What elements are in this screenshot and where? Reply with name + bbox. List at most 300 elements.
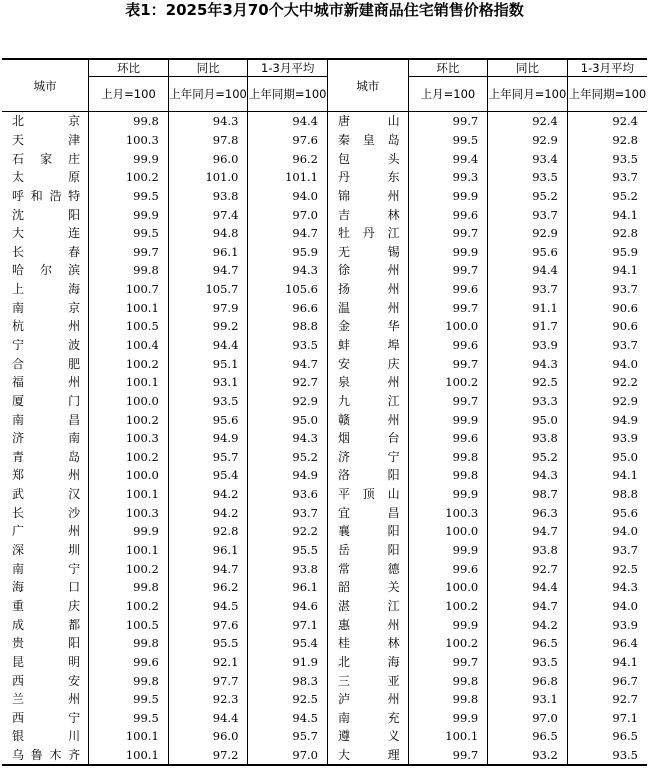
mom-cell: 100.1	[89, 727, 169, 746]
avg-cell: 94.1	[567, 466, 647, 485]
yoy-cell: 92.4	[488, 112, 568, 131]
yoy-cell: 92.8	[168, 522, 248, 541]
yoy-cell: 93.8	[168, 187, 248, 206]
mom-cell: 99.4	[408, 149, 488, 168]
avg-cell: 93.5	[248, 336, 328, 355]
mom-base-left: 上月=100	[89, 77, 169, 112]
yoy-cell: 94.7	[168, 559, 248, 578]
yoy-cell: 96.5	[488, 634, 568, 653]
mom-cell: 99.5	[89, 709, 169, 728]
city-cell: 南 京	[12, 300, 81, 315]
mom-cell: 100.2	[89, 559, 169, 578]
avg-cell: 91.9	[248, 653, 328, 672]
yoy-cell: 94.8	[168, 224, 248, 243]
table-row	[2, 392, 647, 411]
avg-cell: 93.7	[567, 336, 647, 355]
avg-base-left: 上年同期=100	[248, 77, 328, 112]
avg-cell: 105.6	[248, 280, 328, 299]
avg-cell: 95.4	[248, 634, 328, 653]
city-cell: 三 亚	[328, 671, 409, 690]
avg-cell: 94.3	[248, 429, 328, 448]
city-cell: 韶 关	[328, 578, 409, 597]
yoy-cell: 94.5	[168, 597, 248, 616]
avg-cell: 92.7	[248, 373, 328, 392]
yoy-cell: 93.8	[488, 429, 568, 448]
avg-cell: 96.7	[567, 671, 647, 690]
table-title: 表1：2025年3月70个大中城市新建商品住宅销售价格指数	[125, 1, 524, 19]
city-cell: 石家庄	[12, 151, 81, 166]
mom-header-left: 环比	[89, 59, 169, 77]
yoy-cell: 105.7	[168, 280, 248, 299]
avg-cell: 92.2	[248, 522, 328, 541]
avg-cell: 97.1	[567, 709, 647, 728]
city-cell: 包 头	[328, 149, 409, 168]
city-cell: 大 连	[12, 226, 81, 241]
avg-cell: 94.0	[567, 597, 647, 616]
table-row	[2, 671, 647, 690]
table-row	[2, 727, 647, 746]
city-cell: 厦 门	[12, 393, 81, 408]
mom-cell: 100.2	[408, 634, 488, 653]
city-cell: 洛 阳	[328, 466, 409, 485]
yoy-cell: 93.4	[488, 149, 568, 168]
city-cell: 温 州	[328, 298, 409, 317]
mom-cell: 100.1	[89, 746, 169, 766]
mom-cell: 100.1	[89, 373, 169, 392]
yoy-cell: 95.6	[488, 242, 568, 261]
mom-cell: 99.7	[408, 261, 488, 280]
table-row	[2, 690, 647, 709]
mom-cell: 99.8	[408, 690, 488, 709]
avg-cell: 94.7	[248, 224, 328, 243]
city-cell: 岳 阳	[328, 541, 409, 560]
city-cell: 武 汉	[12, 487, 81, 502]
mom-cell: 100.0	[408, 522, 488, 541]
yoy-cell: 95.2	[488, 187, 568, 206]
table-row	[2, 224, 647, 243]
avg-cell: 93.9	[567, 615, 647, 634]
yoy-cell: 94.4	[168, 336, 248, 355]
avg-cell: 90.6	[567, 317, 647, 336]
city-cell: 烟 台	[328, 429, 409, 448]
avg-cell: 92.8	[567, 131, 647, 150]
table-row	[2, 168, 647, 187]
price-index-table	[2, 58, 647, 766]
avg-cell: 92.2	[567, 373, 647, 392]
table-row	[2, 373, 647, 392]
yoy-cell: 93.5	[488, 168, 568, 187]
avg-cell: 95.5	[248, 541, 328, 560]
mom-cell: 100.2	[89, 597, 169, 616]
mom-cell: 100.4	[89, 336, 169, 355]
mom-cell: 99.9	[408, 187, 488, 206]
mom-cell: 99.9	[89, 149, 169, 168]
mom-cell: 99.7	[408, 112, 488, 131]
city-cell: 深 圳	[12, 543, 81, 558]
city-cell: 太 原	[12, 170, 81, 185]
yoy-header-right: 同比	[488, 59, 568, 77]
city-cell: 济 宁	[328, 448, 409, 467]
table-row	[2, 131, 647, 150]
table-row	[2, 709, 647, 728]
avg-cell: 94.9	[567, 410, 647, 429]
table-row	[2, 466, 647, 485]
city-cell: 南 充	[328, 709, 409, 728]
avg-cell: 92.8	[567, 224, 647, 243]
yoy-cell: 98.7	[488, 485, 568, 504]
avg-cell: 95.9	[248, 242, 328, 261]
yoy-cell: 94.4	[168, 709, 248, 728]
avg-cell: 94.1	[567, 653, 647, 672]
yoy-cell: 99.2	[168, 317, 248, 336]
city-cell: 兰 州	[12, 692, 81, 707]
city-cell: 贵 阳	[12, 636, 81, 651]
city-cell: 南 宁	[12, 561, 81, 576]
yoy-cell: 94.3	[488, 466, 568, 485]
mom-cell: 99.9	[408, 410, 488, 429]
avg-cell: 95.0	[248, 410, 328, 429]
yoy-cell: 94.2	[168, 485, 248, 504]
city-cell: 锦 州	[328, 187, 409, 206]
yoy-cell: 93.7	[488, 205, 568, 224]
city-cell: 昆 明	[12, 654, 81, 669]
city-cell: 惠 州	[328, 615, 409, 634]
avg-cell: 95.9	[567, 242, 647, 261]
yoy-cell: 92.1	[168, 653, 248, 672]
avg-cell: 92.5	[248, 690, 328, 709]
avg-cell: 94.1	[567, 205, 647, 224]
avg-cell: 94.0	[567, 354, 647, 373]
yoy-cell: 97.4	[168, 205, 248, 224]
table-row	[2, 149, 647, 168]
mom-cell: 99.5	[89, 690, 169, 709]
mom-cell: 99.8	[408, 466, 488, 485]
city-cell: 北 京	[12, 114, 81, 129]
avg-header-left: 1-3月平均	[248, 59, 328, 77]
city-cell: 青 岛	[12, 449, 81, 464]
table-row	[2, 298, 647, 317]
mom-cell: 100.7	[89, 280, 169, 299]
city-cell: 桂 林	[328, 634, 409, 653]
yoy-cell: 97.8	[168, 131, 248, 150]
avg-cell: 97.1	[248, 615, 328, 634]
mom-cell: 99.9	[408, 615, 488, 634]
mom-cell: 99.8	[89, 261, 169, 280]
city-cell: 西 安	[12, 673, 81, 688]
table-row	[2, 746, 647, 766]
avg-cell: 95.2	[248, 448, 328, 467]
avg-cell: 90.6	[567, 298, 647, 317]
yoy-cell: 97.2	[168, 746, 248, 766]
table-row	[2, 615, 647, 634]
avg-base-right: 上年同期=100	[567, 77, 647, 112]
mom-cell: 100.1	[408, 727, 488, 746]
yoy-cell: 95.2	[488, 448, 568, 467]
table-row	[2, 205, 647, 224]
city-cell: 泉 州	[328, 373, 409, 392]
avg-cell: 93.7	[567, 280, 647, 299]
avg-cell: 94.5	[248, 709, 328, 728]
yoy-cell: 97.6	[168, 615, 248, 634]
avg-cell: 93.7	[567, 541, 647, 560]
mom-cell: 99.7	[408, 354, 488, 373]
city-cell: 沈 阳	[12, 207, 81, 222]
mom-cell: 99.5	[89, 224, 169, 243]
mom-cell: 99.9	[408, 242, 488, 261]
city-cell: 蚌 埠	[328, 336, 409, 355]
table-row	[2, 317, 647, 336]
mom-cell: 100.1	[89, 541, 169, 560]
avg-cell: 92.5	[567, 559, 647, 578]
mom-cell: 99.7	[408, 392, 488, 411]
table-row	[2, 242, 647, 261]
yoy-cell: 96.3	[488, 503, 568, 522]
city-header-left: 城市	[2, 59, 89, 112]
city-cell: 九 江	[328, 392, 409, 411]
yoy-cell: 95.7	[168, 448, 248, 467]
table-row	[2, 336, 647, 355]
city-cell: 上 海	[12, 282, 81, 297]
city-cell: 平顶山	[328, 485, 409, 504]
city-cell: 吉 林	[328, 205, 409, 224]
mom-cell: 99.9	[408, 485, 488, 504]
avg-cell: 93.5	[567, 746, 647, 766]
avg-cell: 94.3	[248, 261, 328, 280]
avg-cell: 94.3	[567, 578, 647, 597]
city-cell: 赣 州	[328, 410, 409, 429]
table-row	[2, 597, 647, 616]
mom-cell: 99.5	[89, 187, 169, 206]
table-row	[2, 280, 647, 299]
table-row	[2, 653, 647, 672]
avg-cell: 101.1	[248, 168, 328, 187]
mom-cell: 99.6	[408, 429, 488, 448]
table-row	[2, 261, 647, 280]
yoy-cell: 93.7	[488, 280, 568, 299]
yoy-cell: 94.2	[488, 615, 568, 634]
avg-cell: 96.5	[567, 727, 647, 746]
yoy-cell: 95.1	[168, 354, 248, 373]
mom-cell: 99.5	[408, 131, 488, 150]
yoy-cell: 92.5	[488, 373, 568, 392]
yoy-cell: 95.4	[168, 466, 248, 485]
table-row	[2, 634, 647, 653]
city-header-right: 城市	[328, 59, 409, 112]
avg-cell: 93.6	[248, 485, 328, 504]
table-row	[2, 541, 647, 560]
yoy-cell: 97.9	[168, 298, 248, 317]
mom-cell: 100.3	[89, 503, 169, 522]
avg-cell: 95.6	[567, 503, 647, 522]
city-cell: 秦皇岛	[328, 131, 409, 150]
avg-cell: 94.9	[248, 466, 328, 485]
yoy-cell: 96.8	[488, 671, 568, 690]
yoy-cell: 97.7	[168, 671, 248, 690]
avg-cell: 96.2	[248, 149, 328, 168]
city-cell: 福 州	[12, 375, 81, 390]
yoy-cell: 94.7	[168, 261, 248, 280]
yoy-cell: 94.3	[488, 354, 568, 373]
yoy-cell: 94.4	[488, 578, 568, 597]
city-cell: 金 华	[328, 317, 409, 336]
table-row	[2, 112, 647, 131]
city-cell: 泸 州	[328, 690, 409, 709]
city-cell: 银 川	[12, 729, 81, 744]
avg-cell: 93.9	[567, 429, 647, 448]
yoy-cell: 96.1	[168, 242, 248, 261]
city-cell: 襄 阳	[328, 522, 409, 541]
mom-cell: 99.7	[408, 653, 488, 672]
avg-cell: 95.2	[567, 187, 647, 206]
mom-cell: 100.3	[408, 503, 488, 522]
mom-cell: 100.2	[89, 168, 169, 187]
avg-cell: 94.6	[248, 597, 328, 616]
yoy-cell: 95.6	[168, 410, 248, 429]
avg-cell: 98.3	[248, 671, 328, 690]
table-row	[2, 522, 647, 541]
avg-cell: 96.1	[248, 578, 328, 597]
mom-cell: 99.7	[408, 298, 488, 317]
avg-cell: 93.8	[248, 559, 328, 578]
city-cell: 宜 昌	[328, 503, 409, 522]
city-cell: 成 都	[12, 617, 81, 632]
mom-cell: 99.8	[89, 671, 169, 690]
avg-cell: 92.9	[567, 392, 647, 411]
city-cell: 唐 山	[328, 112, 409, 131]
yoy-cell: 94.7	[488, 597, 568, 616]
table-row	[2, 578, 647, 597]
mom-cell: 100.5	[89, 317, 169, 336]
mom-cell: 100.2	[408, 597, 488, 616]
avg-cell: 98.8	[248, 317, 328, 336]
mom-cell: 100.2	[89, 354, 169, 373]
table-body	[2, 112, 647, 766]
city-cell: 海 口	[12, 580, 81, 595]
avg-cell: 97.6	[248, 131, 328, 150]
mom-cell: 100.5	[89, 615, 169, 634]
yoy-cell: 93.3	[488, 392, 568, 411]
yoy-cell: 96.5	[488, 727, 568, 746]
yoy-cell: 96.0	[168, 149, 248, 168]
table-row	[2, 485, 647, 504]
table-row	[2, 429, 647, 448]
yoy-cell: 94.2	[168, 503, 248, 522]
city-cell: 徐 州	[328, 261, 409, 280]
mom-cell: 99.6	[89, 653, 169, 672]
mom-cell: 100.1	[89, 298, 169, 317]
mom-cell: 99.8	[89, 112, 169, 131]
city-cell: 哈尔滨	[12, 263, 81, 278]
yoy-cell: 94.7	[488, 522, 568, 541]
mom-cell: 99.9	[89, 522, 169, 541]
city-cell: 北 海	[328, 653, 409, 672]
city-cell: 遵 义	[328, 727, 409, 746]
yoy-cell: 101.0	[168, 168, 248, 187]
yoy-cell: 93.2	[488, 746, 568, 766]
yoy-cell: 92.9	[488, 224, 568, 243]
yoy-cell: 96.2	[168, 578, 248, 597]
avg-cell: 95.0	[567, 448, 647, 467]
avg-cell: 95.7	[248, 727, 328, 746]
yoy-cell: 91.1	[488, 298, 568, 317]
yoy-cell: 92.9	[488, 131, 568, 150]
mom-cell: 100.0	[408, 317, 488, 336]
mom-cell: 100.2	[89, 410, 169, 429]
yoy-cell: 97.0	[488, 709, 568, 728]
mom-cell: 100.3	[89, 429, 169, 448]
yoy-cell: 93.5	[488, 653, 568, 672]
yoy-cell: 94.4	[488, 261, 568, 280]
city-cell: 安 庆	[328, 354, 409, 373]
avg-cell: 97.0	[248, 746, 328, 766]
table-row	[2, 354, 647, 373]
city-cell: 南 昌	[12, 412, 81, 427]
city-cell: 丹 东	[328, 168, 409, 187]
mom-cell: 99.9	[408, 709, 488, 728]
yoy-cell: 95.5	[168, 634, 248, 653]
yoy-base-right: 上年同月=100	[488, 77, 568, 112]
city-cell: 常 德	[328, 559, 409, 578]
yoy-cell: 91.7	[488, 317, 568, 336]
yoy-cell: 92.3	[168, 690, 248, 709]
yoy-cell: 93.5	[168, 392, 248, 411]
city-cell: 无 锡	[328, 242, 409, 261]
mom-cell: 99.8	[89, 634, 169, 653]
table-row	[2, 410, 647, 429]
yoy-cell: 93.1	[168, 373, 248, 392]
mom-cell: 99.8	[89, 578, 169, 597]
city-cell: 杭 州	[12, 319, 81, 334]
mom-cell: 100.2	[408, 373, 488, 392]
yoy-base-left: 上年同月=100	[168, 77, 248, 112]
mom-cell: 99.8	[408, 448, 488, 467]
avg-cell: 94.7	[248, 354, 328, 373]
city-cell: 呼和浩特	[12, 188, 81, 203]
avg-cell: 93.7	[248, 503, 328, 522]
avg-cell: 92.4	[567, 112, 647, 131]
mom-base-right: 上月=100	[408, 77, 488, 112]
mom-cell: 100.3	[89, 131, 169, 150]
yoy-cell: 93.9	[488, 336, 568, 355]
avg-cell: 94.1	[567, 261, 647, 280]
mom-header-right: 环比	[408, 59, 488, 77]
avg-cell: 94.0	[567, 522, 647, 541]
mom-cell: 99.7	[89, 242, 169, 261]
mom-cell: 99.6	[408, 205, 488, 224]
avg-cell: 92.9	[248, 392, 328, 411]
mom-cell: 99.7	[408, 224, 488, 243]
yoy-cell: 96.1	[168, 541, 248, 560]
yoy-header-left: 同比	[168, 59, 248, 77]
yoy-cell: 94.3	[168, 112, 248, 131]
avg-cell: 94.0	[248, 187, 328, 206]
avg-header-right: 1-3月平均	[567, 59, 647, 77]
mom-cell: 99.6	[408, 559, 488, 578]
city-cell: 重 庆	[12, 598, 81, 613]
mom-cell: 99.6	[408, 336, 488, 355]
city-cell: 济 南	[12, 431, 81, 446]
yoy-cell: 92.7	[488, 559, 568, 578]
yoy-cell: 93.8	[488, 541, 568, 560]
city-cell: 大 理	[328, 746, 409, 766]
table-row	[2, 503, 647, 522]
mom-cell: 100.0	[408, 578, 488, 597]
city-cell: 西 宁	[12, 710, 81, 725]
city-cell: 乌鲁木齐	[2, 746, 89, 766]
avg-cell: 96.6	[248, 298, 328, 317]
city-cell: 湛 江	[328, 597, 409, 616]
city-cell: 天 津	[12, 132, 81, 147]
